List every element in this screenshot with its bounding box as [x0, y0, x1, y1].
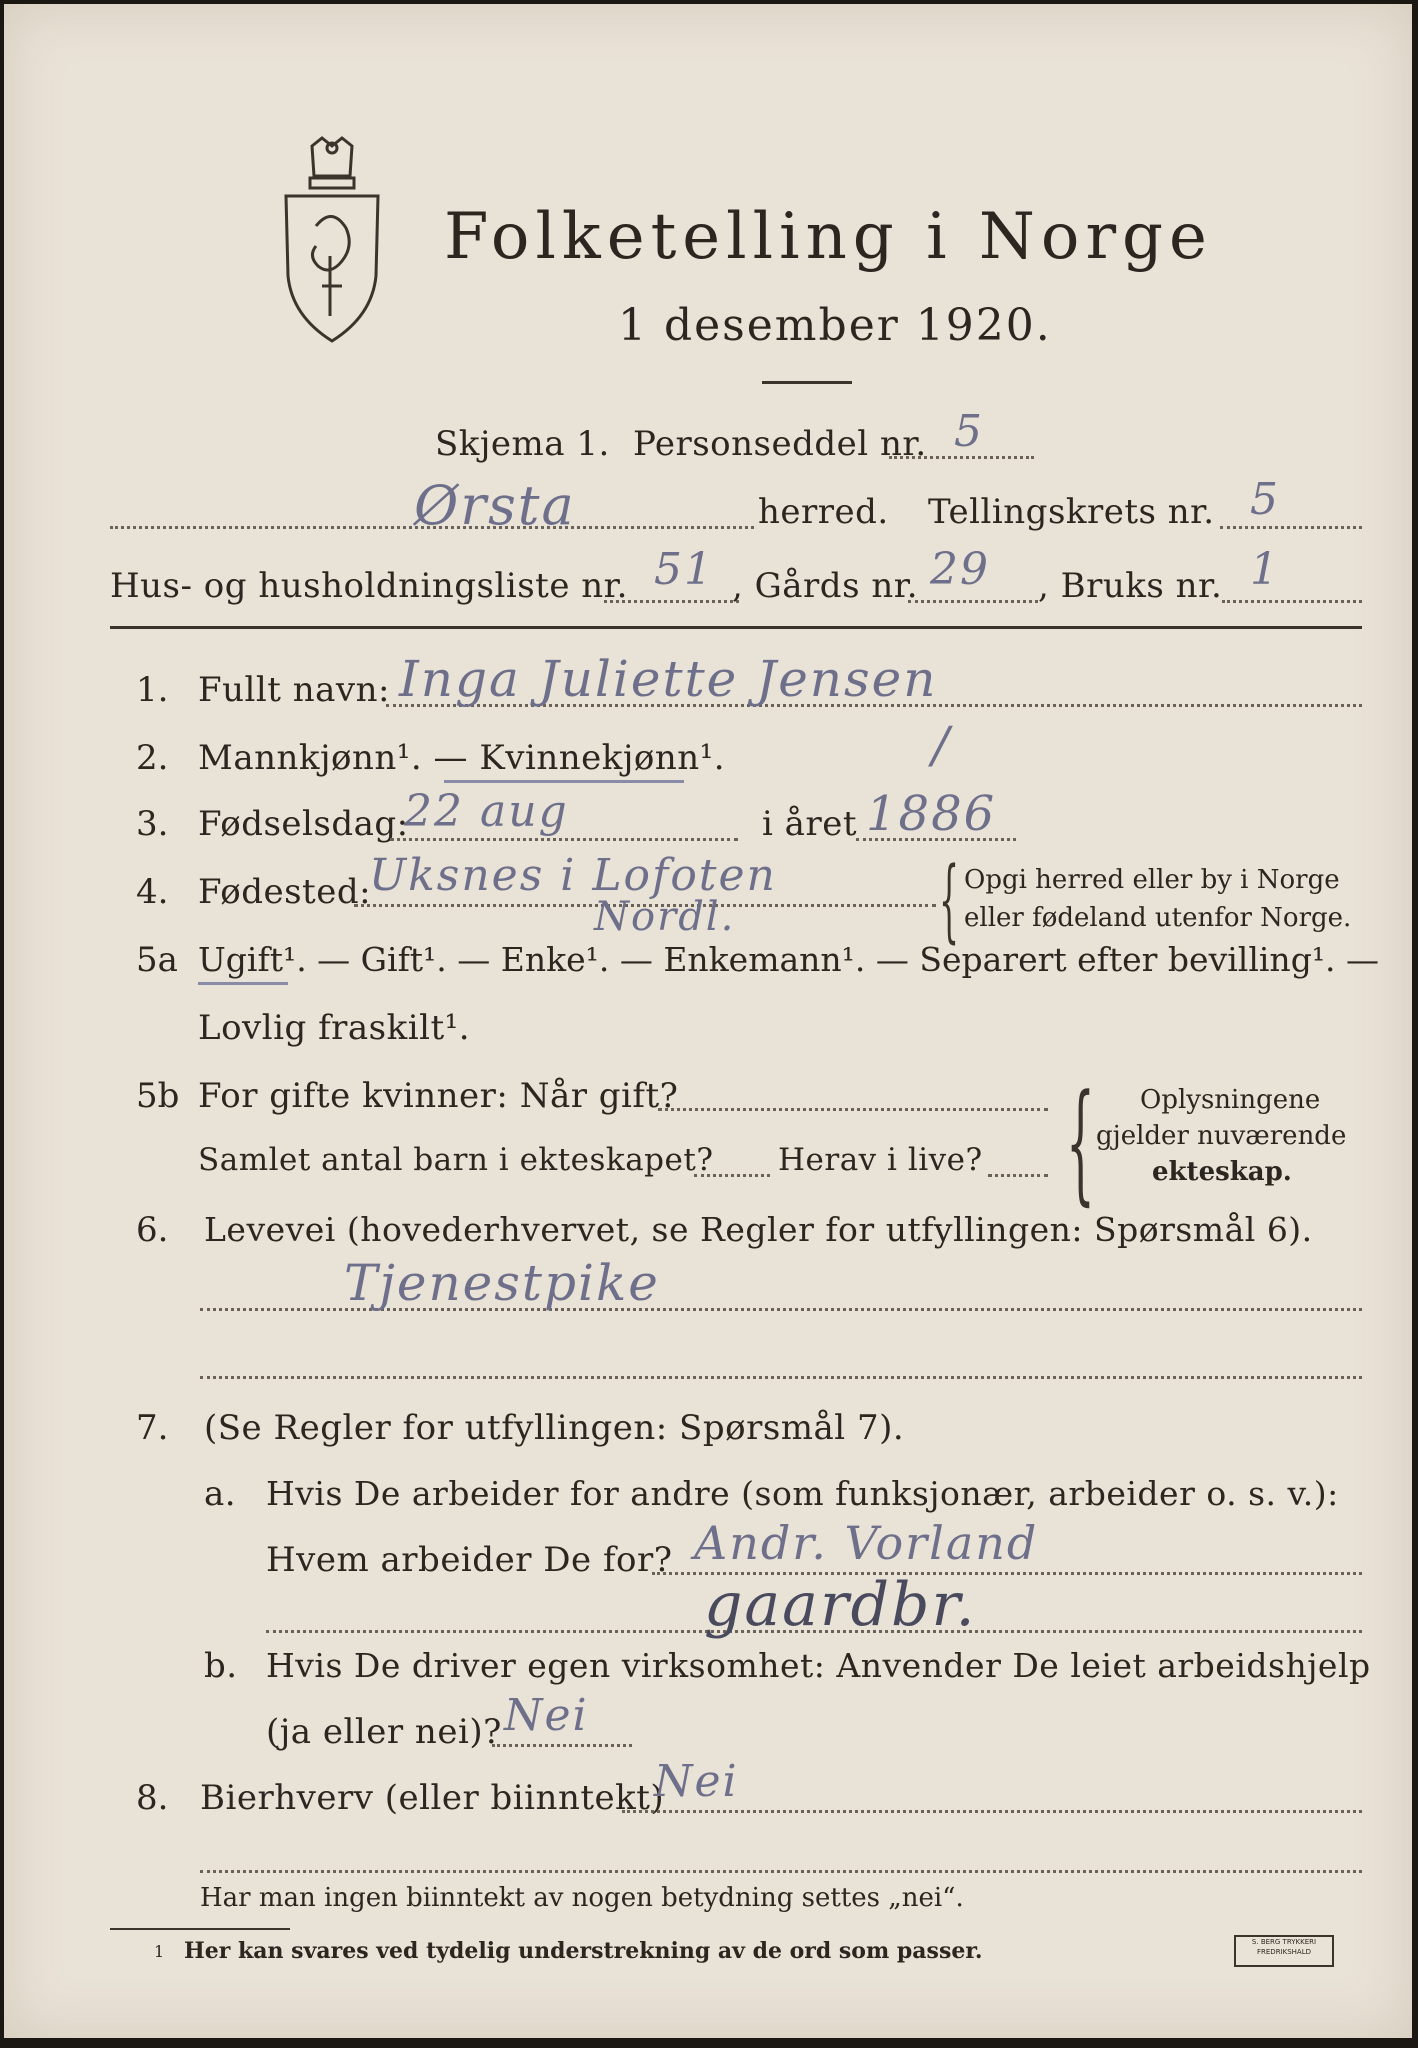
q5b-line-2b-dots: [988, 1174, 1048, 1177]
form-title: Folketelling i Norge: [444, 200, 1213, 274]
q5b-line-2b: Herav i live?: [778, 1142, 983, 1178]
personseddel-label: Personseddel nr.: [633, 424, 927, 464]
q6-label: Levevei (hovederhvervet, se Regler for utfyllingen: Spørsmål 6).: [204, 1210, 1313, 1249]
q7a-answer-2: gaardbr.: [704, 1570, 977, 1640]
q4-note-1: Opgi herred eller by i Norge: [964, 865, 1340, 895]
q8-line-1: [622, 1810, 1362, 1813]
q5a-line-1: Ugift¹. — Gift¹. — Enke¹. — Enkemann¹. — Separert efter bevilling¹. —: [198, 940, 1380, 979]
q4-answer: Uksnes i Lofoten: [369, 850, 777, 901]
hus-label: Hus- og husholdningsliste nr.: [110, 566, 628, 606]
q3-line: [390, 838, 738, 841]
q5b-line-1-dots: [658, 1108, 1048, 1111]
q8-line-2: [200, 1870, 1362, 1873]
q5b-line-1: For gifte kvinner: Når gift?: [198, 1076, 679, 1116]
q3-year-label: i året: [762, 804, 857, 844]
census-date: 1 desember 1920.: [618, 300, 1052, 351]
q4-note-2: eller fødeland utenfor Norge.: [964, 903, 1352, 933]
q5a-line-2: Lovlig fraskilt¹.: [198, 1008, 471, 1048]
q5a-number: 5a: [136, 940, 178, 980]
footnote-text: Her kan svares ved tydelig understrekning av de ord som passer.: [184, 1938, 983, 1964]
q5b-number: 5b: [136, 1076, 180, 1116]
q1-label: Fullt navn:: [198, 670, 390, 710]
q4-answer-2: Nordl.: [594, 894, 736, 940]
q7a-line-2: Hvem arbeider De for?: [266, 1540, 673, 1580]
q7a-line-1: Hvis De arbeider for andre (som funksjonær, arbeider o. s. v.):: [266, 1474, 1339, 1513]
gards-line: [908, 600, 1038, 603]
herred-label: herred.: [758, 492, 889, 532]
q5b-note-3: ekteskap.: [1152, 1157, 1292, 1187]
q7b-letter: b.: [204, 1646, 238, 1686]
q5b-line-2a-dots: [694, 1174, 770, 1177]
hus-line: [604, 600, 739, 603]
header-rule: [110, 626, 1362, 629]
q2-number: 2.: [136, 738, 169, 778]
q5b-brace: {: [1066, 1066, 1095, 1218]
q7b-line-2: (ja eller nei)?: [266, 1712, 502, 1752]
q8-number: 8.: [136, 1778, 169, 1818]
q2-label: Mannkjønn¹. — Kvinnekjønn¹.: [198, 738, 726, 778]
tellingskrets-label: Tellingskrets nr.: [928, 492, 1215, 532]
q5b-note-2: gjelder nuværende: [1096, 1121, 1347, 1151]
q1-answer: Inga Juliette Jensen: [399, 650, 938, 708]
q6-answer: Tjenestpike: [344, 1254, 660, 1312]
q6-line-2: [200, 1376, 1362, 1379]
q7b-line-1: Hvis De driver egen virksomhet: Anvender De leiet arbeidshjelp: [266, 1646, 1371, 1685]
gards-value: 29: [930, 544, 990, 595]
coat-of-arms-icon: [272, 136, 392, 346]
q3-year: 1886: [866, 786, 997, 842]
q7b-answer: Nei: [504, 1690, 589, 1741]
q4-number: 4.: [136, 872, 169, 912]
gards-label: , Gårds nr.: [732, 566, 919, 606]
q7-number: 7.: [136, 1408, 169, 1448]
personseddel-value: 5: [954, 406, 984, 457]
q2-kvinne-underline: [444, 780, 684, 783]
q5a-ugift-underline: [198, 982, 288, 985]
q3-label: Fødselsdag:: [198, 804, 409, 844]
q8-note: Har man ingen biinntekt av nogen betydning settes „nei“.: [200, 1883, 964, 1913]
q6-number: 6.: [136, 1210, 169, 1250]
bruks-line: [1222, 600, 1362, 603]
q4-label: Fødested:: [198, 872, 372, 912]
q5b-line-2a: Samlet antal barn i ekteskapet?: [198, 1142, 714, 1178]
bruks-label: , Bruks nr.: [1038, 566, 1223, 606]
skjema-label: Skjema 1.: [435, 424, 610, 464]
title-divider: [762, 381, 852, 384]
footnote-rule: [110, 1928, 290, 1930]
census-form-page: [4, 4, 1412, 2038]
q7a-letter: a.: [204, 1474, 237, 1514]
q7a-answer-1: Andr. Vorland: [694, 1516, 1039, 1570]
q5b-note-1: Oplysningene: [1140, 1085, 1321, 1115]
q7b-line-2-dots: [492, 1744, 632, 1747]
check-mark-icon: /: [932, 716, 951, 774]
printer-mark: S. BERG TRYKKERI FREDRIKSHALD: [1234, 1935, 1334, 1967]
q3-number: 3.: [136, 804, 169, 844]
tellingskrets-value: 5: [1250, 474, 1280, 525]
herred-value: Ørsta: [414, 474, 576, 537]
hus-value: 51: [654, 544, 714, 595]
bruks-value: 1: [1250, 544, 1280, 595]
q7-label: (Se Regler for utfyllingen: Spørsmål 7).: [204, 1408, 905, 1448]
q8-label: Bierhverv (eller biinntekt): [200, 1778, 665, 1818]
tellingskrets-line: [1220, 526, 1362, 529]
footnote-mark: 1: [154, 1942, 165, 1961]
q4-brace: {: [939, 848, 960, 953]
q1-number: 1.: [136, 670, 169, 710]
q3-answer: 22 aug: [404, 786, 569, 837]
q8-answer: Nei: [654, 1756, 739, 1807]
